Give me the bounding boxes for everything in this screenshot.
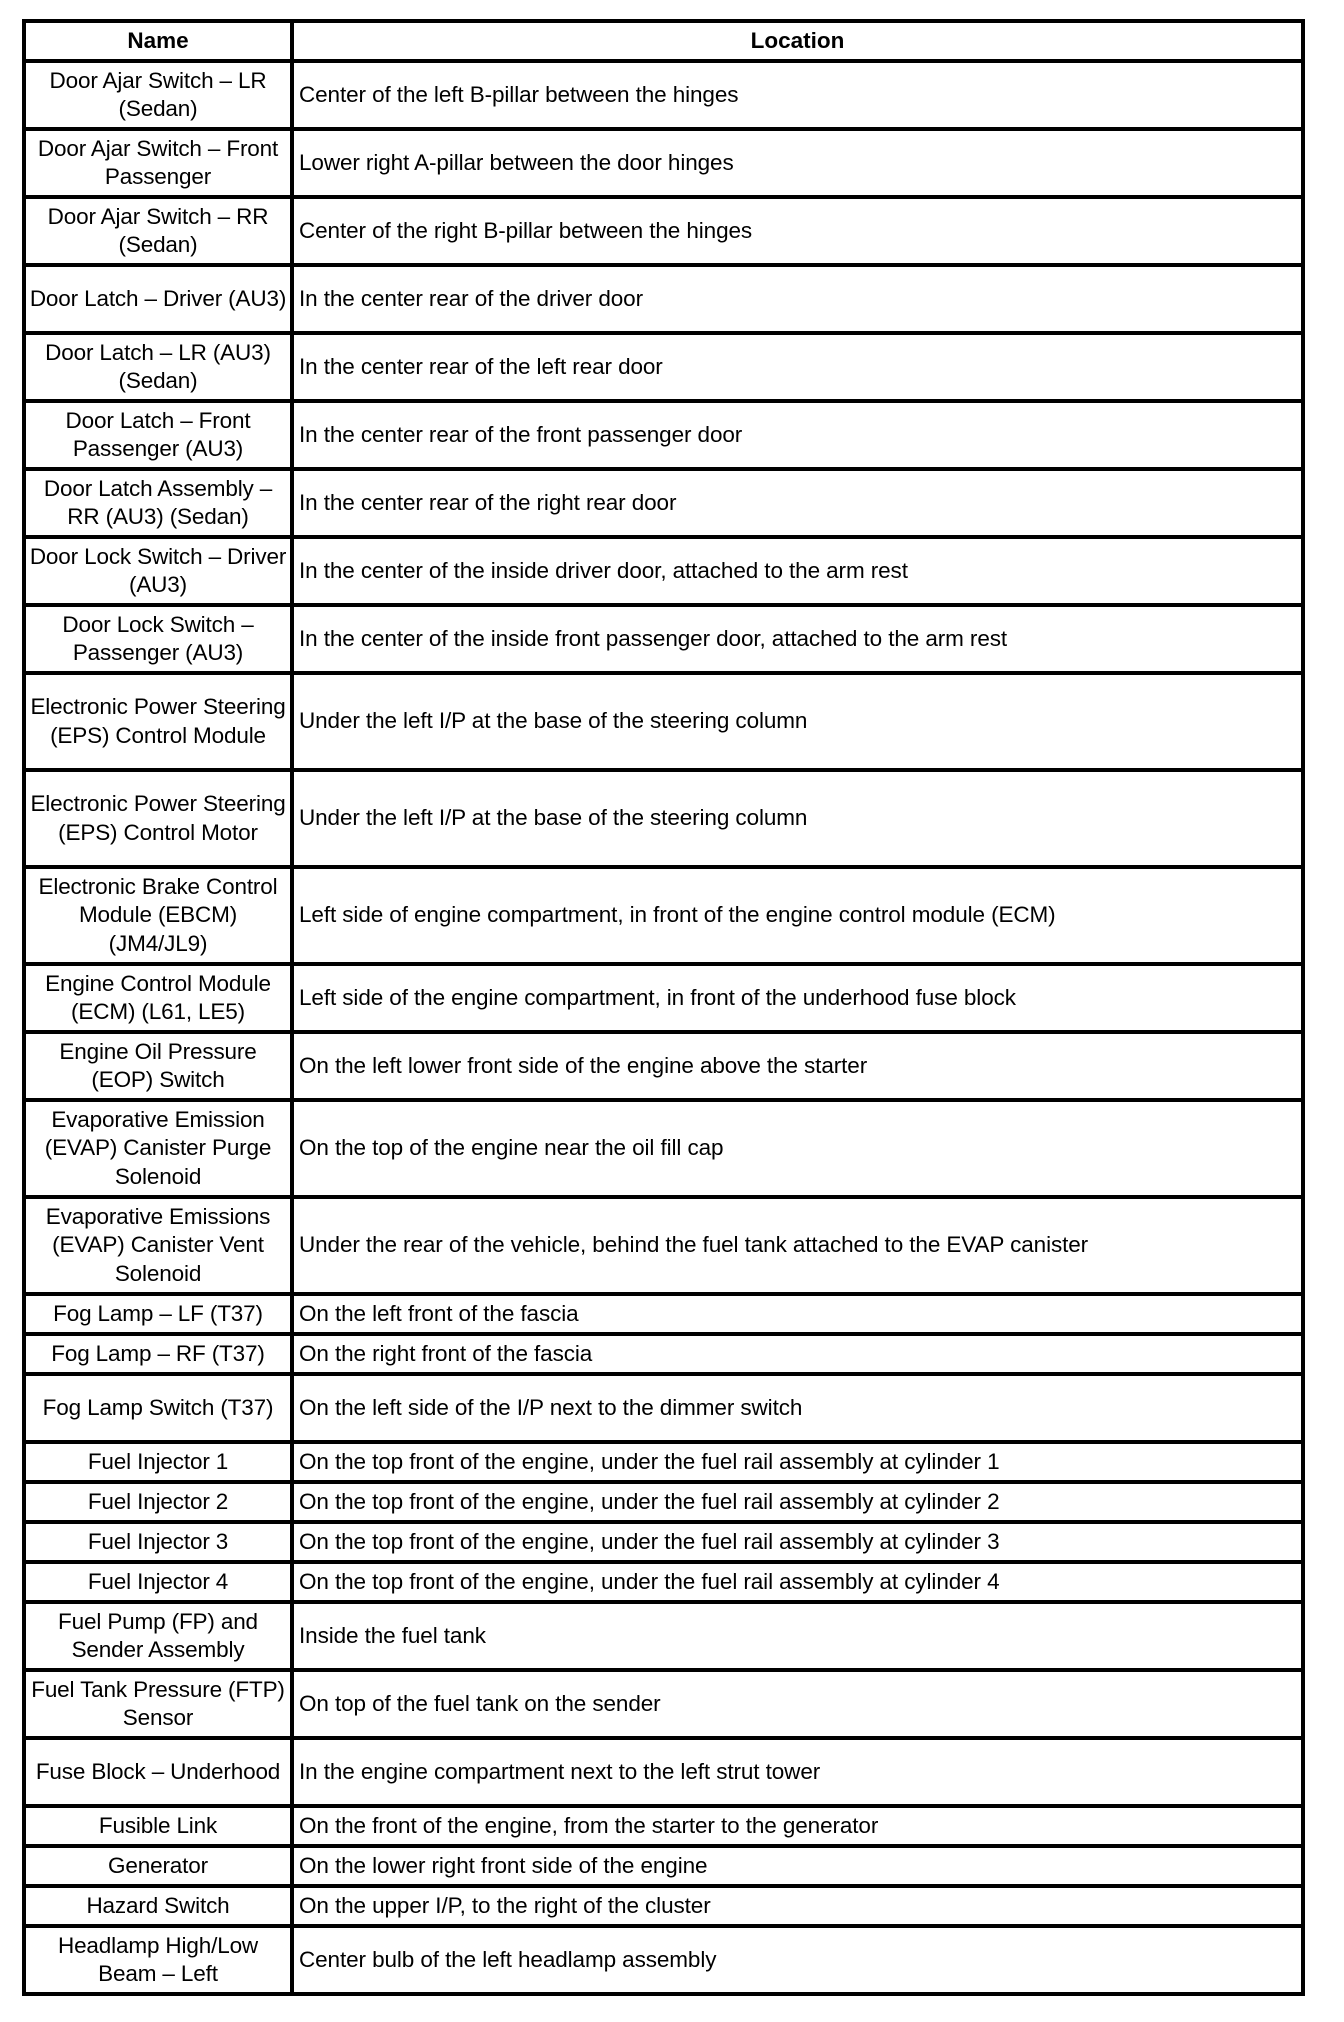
table-row <box>24 401 1303 469</box>
component-location: In the center of the inside driver door, attached to the arm rest <box>292 537 1303 605</box>
table-row <box>24 605 1303 673</box>
component-name: Evaporative Emissions (EVAP) Canister Vent Solenoid <box>24 1197 292 1294</box>
table-row <box>24 1738 1303 1806</box>
component-location: On the top of the engine near the oil fill cap <box>292 1100 1303 1197</box>
table-row <box>24 1806 1303 1846</box>
component-name: Fog Lamp Switch (T37) <box>24 1374 292 1442</box>
table-row <box>24 537 1303 605</box>
table-row <box>24 1562 1303 1602</box>
header-row <box>24 21 1303 61</box>
table-row <box>24 129 1303 197</box>
component-location: Left side of engine compartment, in front of the engine control module (ECM) <box>292 867 1303 964</box>
component-location: On the left side of the I/P next to the dimmer switch <box>292 1374 1303 1442</box>
component-location: Inside the fuel tank <box>292 1602 1303 1670</box>
component-name: Fuse Block – Underhood <box>24 1738 292 1806</box>
table-row <box>24 1374 1303 1442</box>
component-location: In the center rear of the right rear door <box>292 469 1303 537</box>
component-location: In the center rear of the left rear door <box>292 333 1303 401</box>
component-location: In the center rear of the driver door <box>292 265 1303 333</box>
component-location: Center bulb of the left headlamp assembly <box>292 1926 1303 1994</box>
component-location: Left side of the engine compartment, in front of the underhood fuse block <box>292 964 1303 1032</box>
table-row <box>24 1442 1303 1482</box>
component-location: On the left lower front side of the engine above the starter <box>292 1032 1303 1100</box>
table-row <box>24 1886 1303 1926</box>
header-name: Name <box>24 21 292 61</box>
component-name: Door Latch – Front Passenger (AU3) <box>24 401 292 469</box>
component-location: In the engine compartment next to the left strut tower <box>292 1738 1303 1806</box>
component-location: Under the rear of the vehicle, behind the fuel tank attached to the EVAP canister <box>292 1197 1303 1294</box>
component-name: Fuel Injector 4 <box>24 1562 292 1602</box>
component-name: Fuel Injector 3 <box>24 1522 292 1562</box>
table-row <box>24 1846 1303 1886</box>
component-name: Door Ajar Switch – LR (Sedan) <box>24 61 292 129</box>
component-name: Door Latch – LR (AU3) (Sedan) <box>24 333 292 401</box>
component-name: Electronic Power Steering (EPS) Control Module <box>24 673 292 770</box>
table-row <box>24 265 1303 333</box>
component-name: Engine Oil Pressure (EOP) Switch <box>24 1032 292 1100</box>
component-name: Door Ajar Switch – Front Passenger <box>24 129 292 197</box>
component-location: Lower right A-pillar between the door hinges <box>292 129 1303 197</box>
component-name: Door Latch Assembly – RR (AU3) (Sedan) <box>24 469 292 537</box>
component-name: Door Lock Switch – Passenger (AU3) <box>24 605 292 673</box>
component-location: On the front of the engine, from the starter to the generator <box>292 1806 1303 1846</box>
table-row <box>24 1294 1303 1334</box>
table-row <box>24 1100 1303 1197</box>
table-row <box>24 333 1303 401</box>
component-name: Hazard Switch <box>24 1886 292 1926</box>
component-location: In the center rear of the front passenger door <box>292 401 1303 469</box>
table-row <box>24 1670 1303 1738</box>
component-name: Fog Lamp – LF (T37) <box>24 1294 292 1334</box>
table-row <box>24 61 1303 129</box>
component-name: Fusible Link <box>24 1806 292 1846</box>
component-location: On the top front of the engine, under the fuel rail assembly at cylinder 2 <box>292 1482 1303 1522</box>
component-name: Evaporative Emission (EVAP) Canister Purge Solenoid <box>24 1100 292 1197</box>
component-location: On the left front of the fascia <box>292 1294 1303 1334</box>
table-row <box>24 867 1303 964</box>
table-row <box>24 1334 1303 1374</box>
table-row <box>24 1602 1303 1670</box>
component-location: Under the left I/P at the base of the steering column <box>292 770 1303 867</box>
component-name: Fuel Injector 2 <box>24 1482 292 1522</box>
component-name: Fuel Injector 1 <box>24 1442 292 1482</box>
table-row <box>24 1522 1303 1562</box>
component-name: Electronic Brake Control Module (EBCM) (JM4/JL9) <box>24 867 292 964</box>
table-row <box>24 1032 1303 1100</box>
component-name: Electronic Power Steering (EPS) Control Motor <box>24 770 292 867</box>
component-location: On top of the fuel tank on the sender <box>292 1670 1303 1738</box>
table-row <box>24 770 1303 867</box>
table-row <box>24 1197 1303 1294</box>
component-name: Door Latch – Driver (AU3) <box>24 265 292 333</box>
component-location: On the top front of the engine, under the fuel rail assembly at cylinder 1 <box>292 1442 1303 1482</box>
component-location: Center of the left B-pillar between the hinges <box>292 61 1303 129</box>
component-location: On the top front of the engine, under the fuel rail assembly at cylinder 4 <box>292 1562 1303 1602</box>
component-location: Center of the right B-pillar between the hinges <box>292 197 1303 265</box>
table-row <box>24 673 1303 770</box>
component-location: On the top front of the engine, under the fuel rail assembly at cylinder 3 <box>292 1522 1303 1562</box>
table-body <box>24 61 1303 1994</box>
component-location: On the lower right front side of the engine <box>292 1846 1303 1886</box>
table-row <box>24 1926 1303 1994</box>
component-name: Headlamp High/Low Beam – Left <box>24 1926 292 1994</box>
component-location: On the upper I/P, to the right of the cluster <box>292 1886 1303 1926</box>
table-row <box>24 197 1303 265</box>
component-locator-table <box>22 19 1305 1996</box>
component-name: Generator <box>24 1846 292 1886</box>
component-location: Under the left I/P at the base of the steering column <box>292 673 1303 770</box>
component-name: Fog Lamp – RF (T37) <box>24 1334 292 1374</box>
header-location: Location <box>292 21 1303 61</box>
component-name: Door Ajar Switch – RR (Sedan) <box>24 197 292 265</box>
component-location: On the right front of the fascia <box>292 1334 1303 1374</box>
component-name: Fuel Pump (FP) and Sender Assembly <box>24 1602 292 1670</box>
table-row <box>24 964 1303 1032</box>
table-row <box>24 469 1303 537</box>
component-name: Door Lock Switch – Driver (AU3) <box>24 537 292 605</box>
component-location: In the center of the inside front passenger door, attached to the arm rest <box>292 605 1303 673</box>
component-name: Engine Control Module (ECM) (L61, LE5) <box>24 964 292 1032</box>
component-name: Fuel Tank Pressure (FTP) Sensor <box>24 1670 292 1738</box>
table-row <box>24 1482 1303 1522</box>
